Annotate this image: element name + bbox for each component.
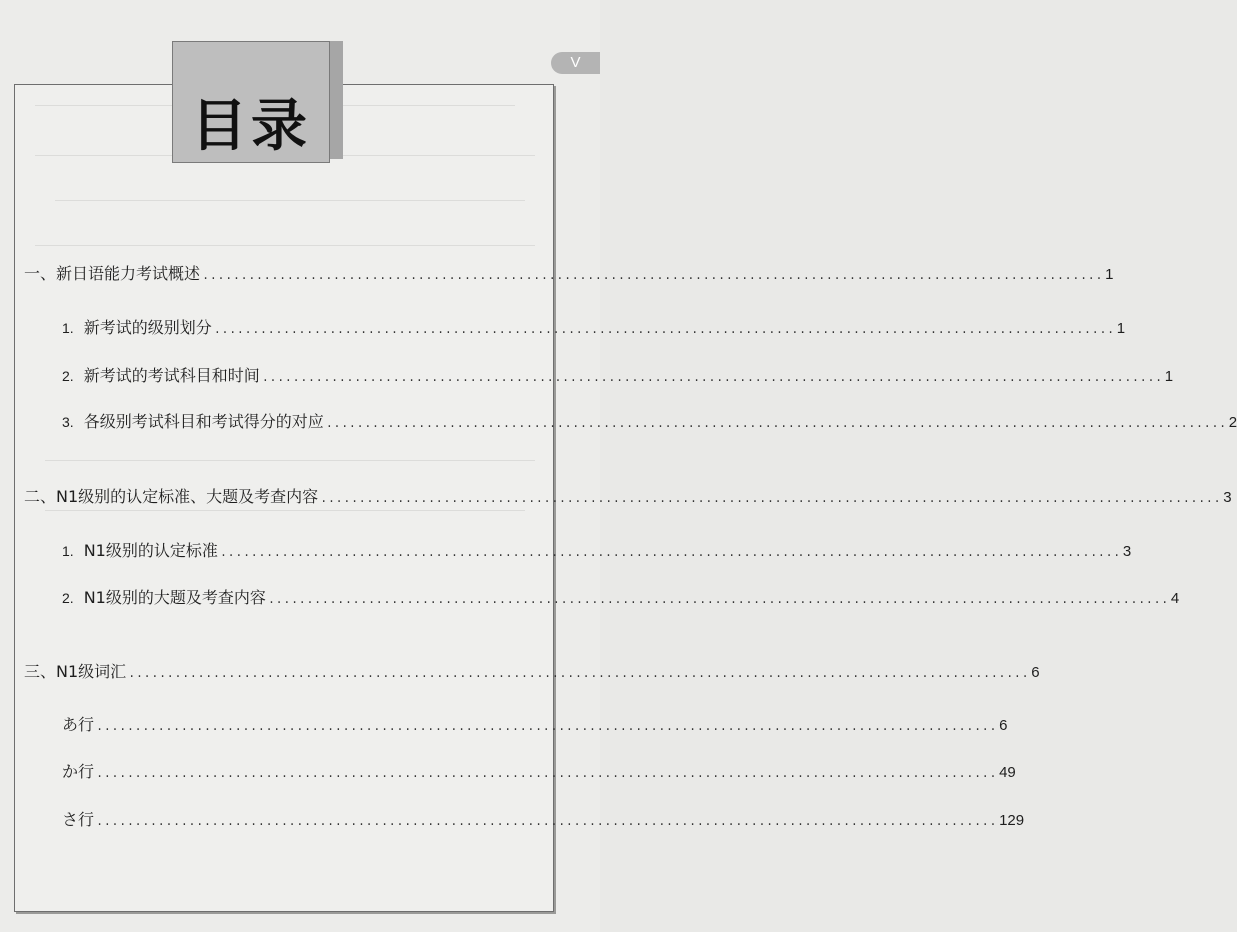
toc-entry-1-3[interactable] <box>62 412 1237 434</box>
toc-leader: ..................................................................................................................... <box>96 720 998 734</box>
toc-leader: ..................................................................................................................... <box>202 269 1104 283</box>
toc-leader: ..................................................................................................................... <box>219 546 1121 560</box>
toc-leader: ..................................................................................................................... <box>96 767 998 781</box>
toc-leader: ..................................................................................................................... <box>128 667 1030 681</box>
toc-leader: ..................................................................................................................... <box>261 371 1163 385</box>
toc-entry-1-1[interactable] <box>62 318 1126 340</box>
toc-entry-ka-row[interactable] <box>62 762 1016 784</box>
toc-leader: ..................................................................................................................... <box>325 417 1227 431</box>
toc-item-number: 3. <box>62 414 74 430</box>
toc-page-number: 1 <box>1164 368 1174 385</box>
toc-label: さ行 <box>62 810 95 829</box>
toc-page-number: 49 <box>999 764 1016 781</box>
toc-entry-sa-row[interactable] <box>62 810 1025 832</box>
toc-item-number: 2. <box>62 368 74 384</box>
toc-entry-1-2[interactable] <box>62 366 1174 388</box>
toc-label: 三、N1级词汇 <box>24 662 127 681</box>
toc-entry-section-1[interactable] <box>24 264 1114 286</box>
page-title: 目录 <box>191 94 311 159</box>
toc-entry-a-row[interactable] <box>62 715 1008 737</box>
toc-label: 二、N1级别的认定标准、大题及考查内容 <box>24 487 319 506</box>
toc-label: あ行 <box>62 715 95 734</box>
toc-entry-section-3[interactable] <box>24 662 1040 684</box>
toc-label: 新考试的级别划分 <box>83 318 212 337</box>
toc-leader: ..................................................................................................................... <box>213 323 1115 337</box>
toc-label: 一、新日语能力考试概述 <box>24 264 201 283</box>
toc-label: か行 <box>62 762 95 781</box>
toc-leader: ..................................................................................................................... <box>320 492 1222 506</box>
toc-page-number: 3 <box>1122 543 1132 560</box>
toc-page-number: 6 <box>999 717 1008 734</box>
toc-entry-section-2[interactable] <box>24 487 1232 509</box>
toc-entry-2-1[interactable] <box>62 541 1132 563</box>
toc-item-number: 2. <box>62 590 74 606</box>
toc-page-number: 4 <box>1170 590 1180 607</box>
toc-entry-2-2[interactable] <box>62 588 1180 610</box>
toc-item-number: 1. <box>62 543 74 559</box>
toc-leader: ..................................................................................................................... <box>267 593 1169 607</box>
toc-page-number: 129 <box>999 812 1025 829</box>
toc-page-number: 2 <box>1228 414 1237 431</box>
toc-page-number: 6 <box>1031 664 1040 681</box>
toc-label: 新考试的考试科目和时间 <box>83 366 260 385</box>
page-number-tab: V <box>551 52 600 74</box>
toc-leader: ..................................................................................................................... <box>96 815 998 829</box>
title-block <box>172 41 330 163</box>
toc-page-number: 3 <box>1223 489 1232 506</box>
toc-page-number: 1 <box>1116 320 1126 337</box>
toc-page-number: 1 <box>1105 266 1114 283</box>
toc-label: 各级别考试科目和考试得分的对应 <box>83 412 324 431</box>
toc-label: N1级别的大题及考查内容 <box>83 588 266 607</box>
toc-label: N1级别的认定标准 <box>83 541 218 560</box>
toc-item-number: 1. <box>62 320 74 336</box>
